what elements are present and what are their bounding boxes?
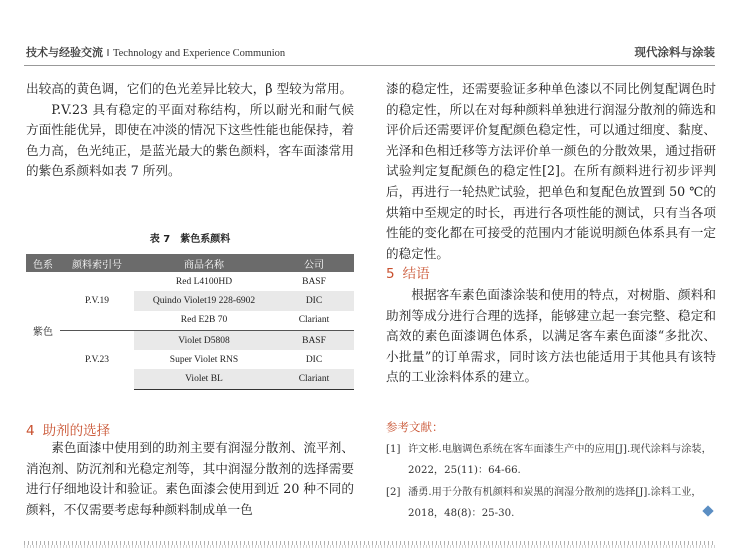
- paragraph: 根据客车素色面漆涂装和使用的特点，对树脂、颜料和助剂等成分进行合理的选择，能够建立起一套完整、稳定和高效的素色面漆调色体系，以满足客车素色面漆“多批次、小批量”的订单需求，同时该方法也能适用于其他具有该特点的工业涂料体系的建立。: [386, 286, 716, 385]
- header-column-title: 技术与经验交流: [26, 46, 103, 59]
- table-cell-name: Violet BL: [134, 369, 274, 389]
- table-cell-company: Clariant: [298, 315, 330, 326]
- table-header-cell: 颜料索引号: [60, 254, 134, 272]
- header-column-title-en: Technology and Experience Communion: [112, 48, 286, 59]
- table-cell-company: Clariant: [274, 369, 354, 389]
- section-heading: [386, 264, 716, 285]
- table-cell-index: P.V.23: [60, 330, 134, 389]
- section-number: 4: [26, 423, 35, 439]
- reference-item: [386, 482, 716, 524]
- footer-dotted-rule: [24, 545, 715, 548]
- table-cell-company: DIC: [274, 291, 354, 310]
- table-cell-company: BASF: [274, 330, 354, 350]
- table-cell-name: Red L4100HD: [175, 276, 233, 287]
- table-cell-index: P.V.19: [84, 295, 110, 306]
- section4-body: [26, 438, 354, 520]
- table-header-cell: 商品名称: [134, 254, 274, 272]
- section-number: 5: [386, 266, 395, 283]
- reference-text: 潘勇.用于分散有机颜料和炭黑的润湿分散剂的选择[J].涂料工业，2018，48(8)：25-30.: [408, 487, 702, 519]
- table-cell-name: Quindo Violet19 228-6902: [134, 291, 274, 310]
- reference-text: 许文彬.电脑调色系统在客车面漆生产中的应用[J].现代涂料与涂装，2022，25(11)：64-66.: [408, 444, 712, 476]
- section-title: 结语: [402, 266, 430, 283]
- table-header-row: [26, 254, 354, 272]
- header-rule: [24, 65, 715, 66]
- section-title: 助剂的选择: [42, 423, 111, 439]
- paragraph: 素色面漆中使用到的助剂主要有润湿分散剂、流平剂、消泡剂、防沉剂和光稳定剂等，其中润湿分散剂的选择需要进行仔细地设计和验证。素色面漆会使用到近 20 种不同的颜料，不仅需要考虑每种颜料制成单一色: [26, 440, 354, 517]
- reference-number: [2]: [386, 487, 401, 498]
- table-cell-name: Red E2B 70: [180, 315, 228, 326]
- table-cell-company: DIC: [305, 354, 323, 365]
- table-cell-name: Super Violet RNS: [169, 354, 239, 365]
- table-cell-company: BASF: [302, 276, 326, 287]
- pigment-table: [26, 254, 354, 390]
- table-row: [26, 330, 354, 350]
- header-separator: ‖: [106, 48, 110, 59]
- table-caption: 表 7 紫色系颜料: [149, 234, 231, 245]
- paragraph: 漆的稳定性，还需要验证多种单色漆以不同比例复配调色时的稳定性，所以在对每种颜料单独进行润湿分散剂的筛选和评价后还需要评价复配颜色稳定性，可以通过细度、黏度、光泽和色相迁移等方法评价单一颜色的分散效果，通过指研试验判定复配颜色的稳定性[2]。在所有颜料进行初步评判后，再进行一轮热贮试验，把单色和复配色放置到 50 ℃的烘箱中至规定的时长，再进行各项性能的测试，只有当各项性能的变化都在可接受的范围内才能说明颜色体系具有一定的稳定性。: [386, 81, 716, 261]
- table-header-cell: 公司: [274, 254, 354, 272]
- table-cell-name: Violet D5808: [134, 330, 274, 350]
- section-heading: [26, 419, 110, 439]
- table-row: [26, 272, 354, 291]
- left-column-body: [26, 79, 354, 182]
- paragraph: 出较高的黄色调，它们的色光差异比较大，β 型较为常用。: [26, 81, 353, 96]
- paragraph: P.V.23 具有稳定的平面对称结构，所以耐光和耐气候方面性能优异，即使在冲淡的情况下这些性能也能保持，着色力高，色光纯正，是蓝光最大的紫色颜料，客车面漆常用的紫色系颜料如表 7 所列。: [26, 101, 354, 179]
- table-cell-category: 紫色: [33, 327, 53, 339]
- table-header-cell: 色系: [26, 254, 60, 272]
- right-column-body: [386, 79, 716, 388]
- references-heading: 参考文献：: [386, 420, 444, 434]
- reference-item: [386, 439, 716, 481]
- running-header-left: [26, 44, 285, 60]
- reference-number: [1]: [386, 444, 401, 455]
- journal-name: 现代涂料与涂装: [634, 45, 715, 59]
